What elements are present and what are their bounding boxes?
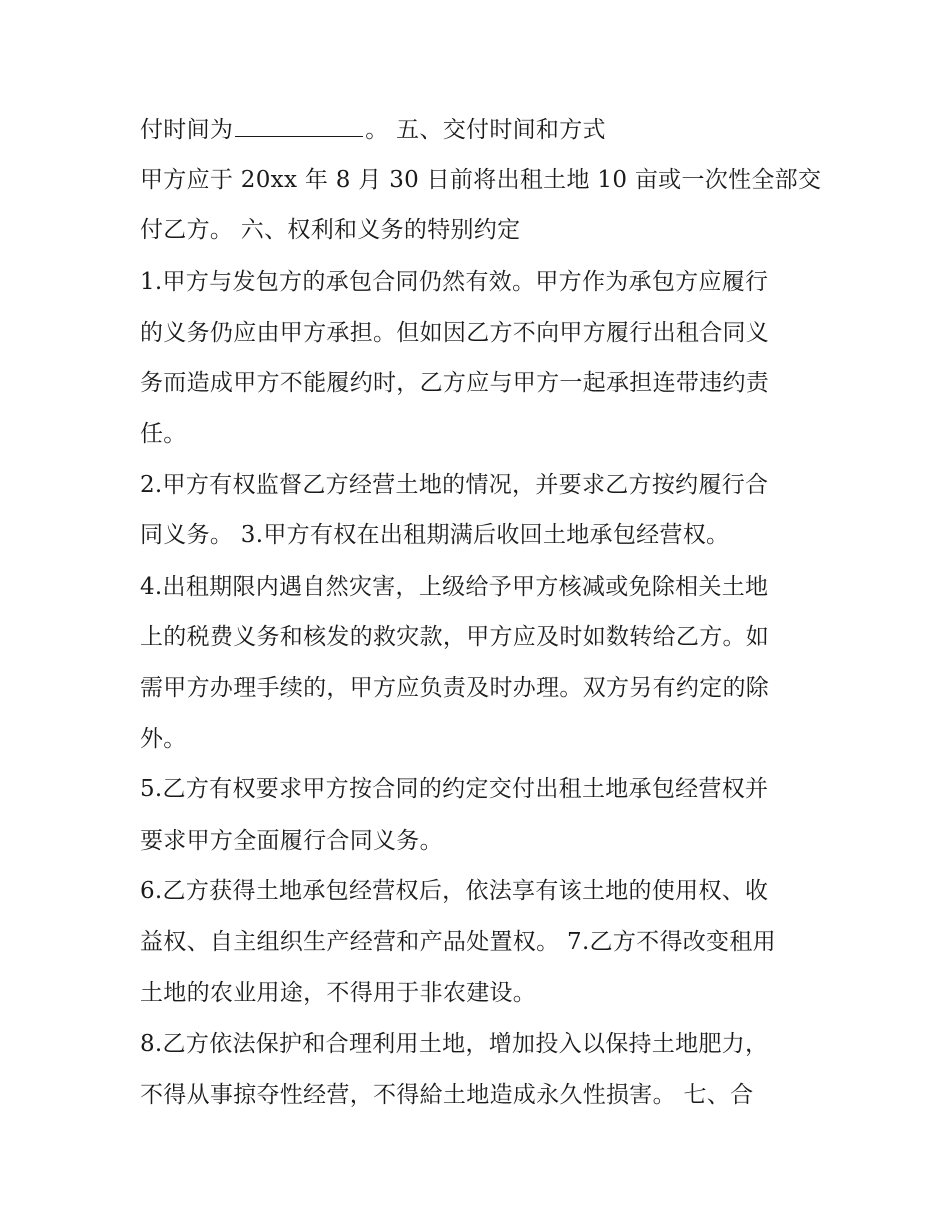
- text-line: 4.出租期限内遇自然灾害，上级给予甲方核减或免除相关土地: [140, 574, 769, 600]
- text-line: 6.乙方获得土地承包经营权后，依法享有该土地的使用权、收: [140, 878, 769, 904]
- text-line: 上的税费义务和核发的救灾款，甲方应及时如数转给乙方。如: [140, 624, 770, 650]
- text-line: 8.乙方依法保护和合理利用土地，增加投入以保持土地肥力，: [140, 1031, 769, 1057]
- text-line: 甲方应于 20xx 年 8 月 30 日前将出租土地 10 亩或一次性全部交: [140, 167, 822, 193]
- text-line: 土地的农业用途，不得用于非农建设。: [140, 980, 537, 1006]
- text-line: 1.甲方与发包方的承包合同仍然有效。甲方作为承包方应履行: [140, 269, 769, 295]
- text-line: 要求甲方全面履行合同义务。: [140, 828, 443, 854]
- text-line: 务而造成甲方不能履约时，乙方应与甲方一起承担连带违约责: [140, 370, 770, 396]
- text-line: 外。: [140, 726, 187, 752]
- text-line: 同义务。 3.甲方有权在出租期满后收回土地承包经营权。: [140, 522, 730, 548]
- text-line: 付乙方。 六、权利和义务的特别约定: [140, 217, 521, 243]
- text-line: [140, 114, 606, 145]
- text-segment: 。 五、交付时间和方式: [365, 117, 606, 143]
- text-line: 任。: [140, 421, 187, 447]
- text-segment: 付时间为: [140, 117, 234, 143]
- text-line: 的义务仍应由甲方承担。但如因乙方不向甲方履行出租合同义: [140, 320, 770, 346]
- text-line: 2.甲方有权监督乙方经营土地的情况，并要求乙方按约履行合: [140, 472, 769, 498]
- text-line: 需甲方办理手续的，甲方应负责及时办理。双方另有约定的除: [140, 675, 770, 701]
- text-line: 5.乙方有权要求甲方按合同的约定交付出租土地承包经营权并: [140, 776, 769, 802]
- fill-in-blank: [235, 114, 363, 137]
- text-line: 不得从事掠夺性经营，不得給土地造成永久性损害。 七、合: [140, 1082, 754, 1108]
- text-line: 益权、自主组织生产经营和产品处置权。 7.乙方不得改变租用: [140, 929, 776, 955]
